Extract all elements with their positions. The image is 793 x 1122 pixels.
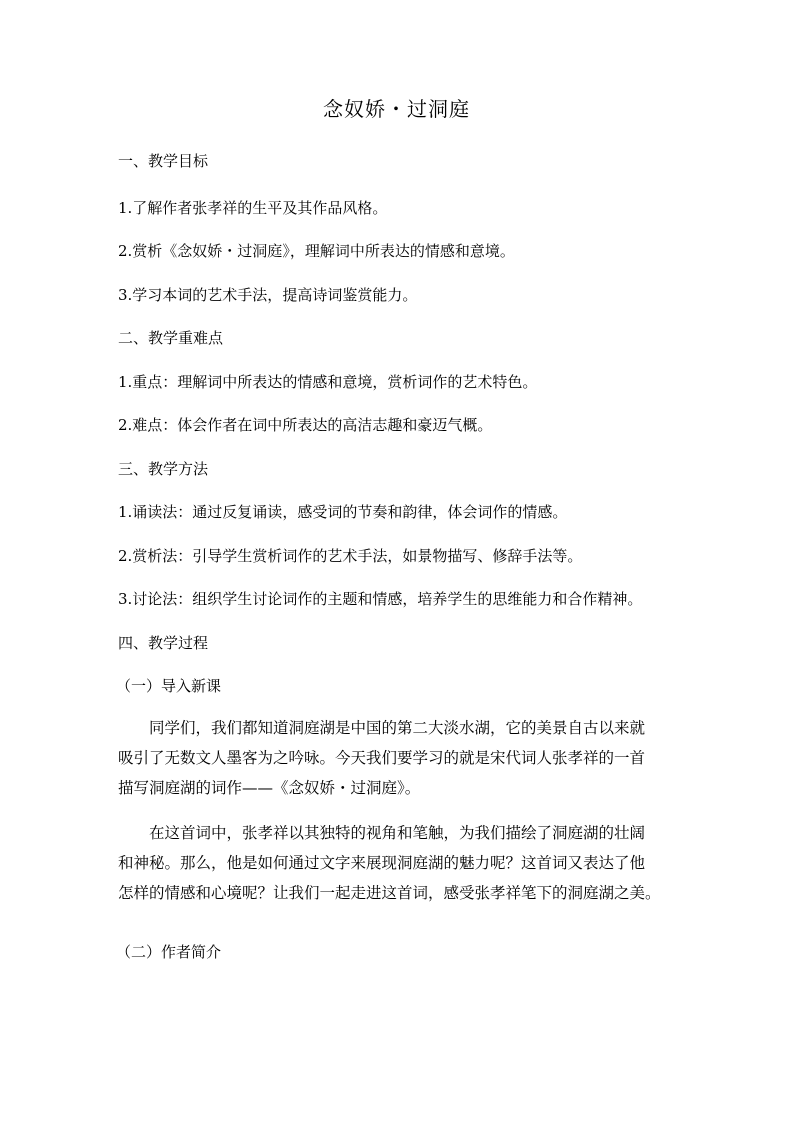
document-title: 念奴娇・过洞庭 [323, 97, 470, 121]
method-item-3: 3.讨论法：组织学生讨论词作的主题和情感，培养学生的思维能力和合作精神。 [118, 590, 643, 608]
paragraph-line: 描写洞庭湖的词作——《念奴娇・过洞庭》。 [118, 779, 421, 797]
section-heading-key-points: 二、教学重难点 [118, 329, 224, 347]
paragraph-line: 同学们，我们都知道洞庭湖是中国的第二大淡水湖，它的美景自古以来就 [149, 719, 646, 737]
subsection-heading-intro: （一）导入新课 [116, 677, 222, 695]
paragraph-line: 和神秘。那么，他是如何通过文字来展现洞庭湖的魅力呢？这首词又表达了他 [118, 854, 646, 872]
objective-item-2: 2.赏析《念奴娇・过洞庭》，理解词中所表达的情感和意境。 [118, 242, 515, 260]
objective-item-3: 3.学习本词的艺术手法，提高诗词鉴赏能力。 [118, 286, 418, 304]
section-heading-process: 四、教学过程 [118, 634, 209, 652]
method-item-1: 1.诵读法：通过反复诵读，感受词的节奏和韵律，体会词作的情感。 [118, 503, 568, 521]
key-point-item-1: 1.重点：理解词中所表达的情感和意境，赏析词作的艺术特色。 [118, 373, 538, 391]
paragraph-line: 吸引了无数文人墨客为之吟咏。今天我们要学习的就是宋代词人张孝祥的一首 [118, 749, 646, 767]
subsection-heading-author: （二）作者简介 [116, 943, 222, 961]
section-heading-methods: 三、教学方法 [118, 460, 209, 478]
paragraph-line: 在这首词中，张孝祥以其独特的视角和笔触，为我们描绘了洞庭湖的壮阔 [149, 824, 646, 842]
intro-paragraph-1 [118, 713, 688, 803]
key-point-item-2: 2.难点：体会作者在词中所表达的高洁志趣和豪迈气概。 [118, 416, 493, 434]
objective-item-1: 1.了解作者张孝祥的生平及其作品风格。 [118, 199, 388, 217]
paragraph-line: 怎样的情感和心境呢？让我们一起走进这首词，感受张孝祥笔下的洞庭湖之美。 [118, 884, 661, 902]
intro-paragraph-2 [118, 818, 688, 908]
section-heading-objectives: 一、教学目标 [118, 152, 209, 170]
method-item-2: 2.赏析法：引导学生赏析词作的艺术手法，如景物描写、修辞手法等。 [118, 547, 583, 565]
